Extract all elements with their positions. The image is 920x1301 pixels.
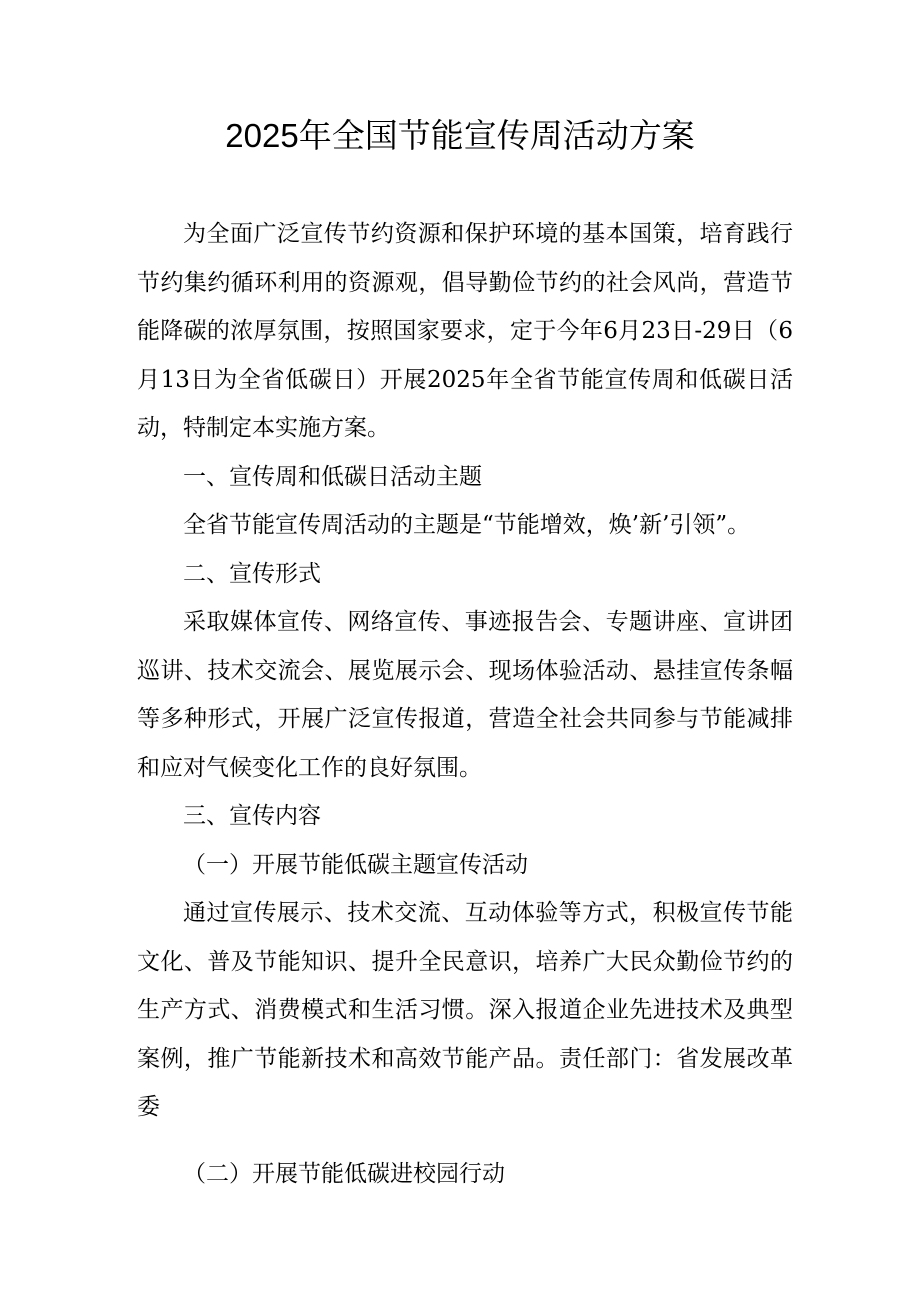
intro-paragraph: 为全面广泛宣传节约资源和保护环境的基本国策，培育践行节约集约循环利用的资源观，倡导勤俭节约的社会风尚，营造节能降碳的浓厚氛围，按照国家要求，定于今年6月23日-29日（6月13日为全省低碳日）开展2025年全省节能宣传周和低碳日活动，特制定本实施方案。 — [137, 221, 793, 441]
section-3-sub-1-heading: （一）开展节能低碳主题宣传活动 — [183, 851, 528, 878]
paragraph-spacer — [137, 1132, 793, 1150]
section-2-heading: 二、宣传形式 — [183, 560, 321, 587]
document-title: 2025年全国节能宣传周活动方案 — [225, 117, 695, 154]
section-1-paragraph: 全省节能宣传周活动的主题是“节能增效，焕’新’引领”。 — [183, 512, 751, 538]
document-body — [137, 210, 793, 1198]
section-1-heading: 一、宣传周和低碳日活动主题 — [183, 463, 482, 490]
section-2-paragraph: 采取媒体宣传、网络宣传、事迹报告会、专题讲座、宣讲团巡讲、技术交流会、展览展示会、现场体验活动、悬挂宣传条幅等多种形式，开展广泛宣传报道，营造全社会共同参与节能减排和应对气候变化工作的良好氛围。 — [137, 609, 793, 781]
section-3-sub-1-paragraph: 通过宣传展示、技术交流、互动体验等方式，积极宣传节能文化、普及节能知识、提升全民意识，培养广大民众勤俭节约的生产方式、消费模式和生活习惯。深入报道企业先进技术及典型案例，推广节能新技术和高效节能产品。责任部门：省发展改革委 — [137, 900, 793, 1120]
section-3-sub-2-heading: （二）开展节能低碳进校园行动 — [183, 1160, 505, 1187]
section-3-heading: 三、宣传内容 — [183, 803, 321, 829]
